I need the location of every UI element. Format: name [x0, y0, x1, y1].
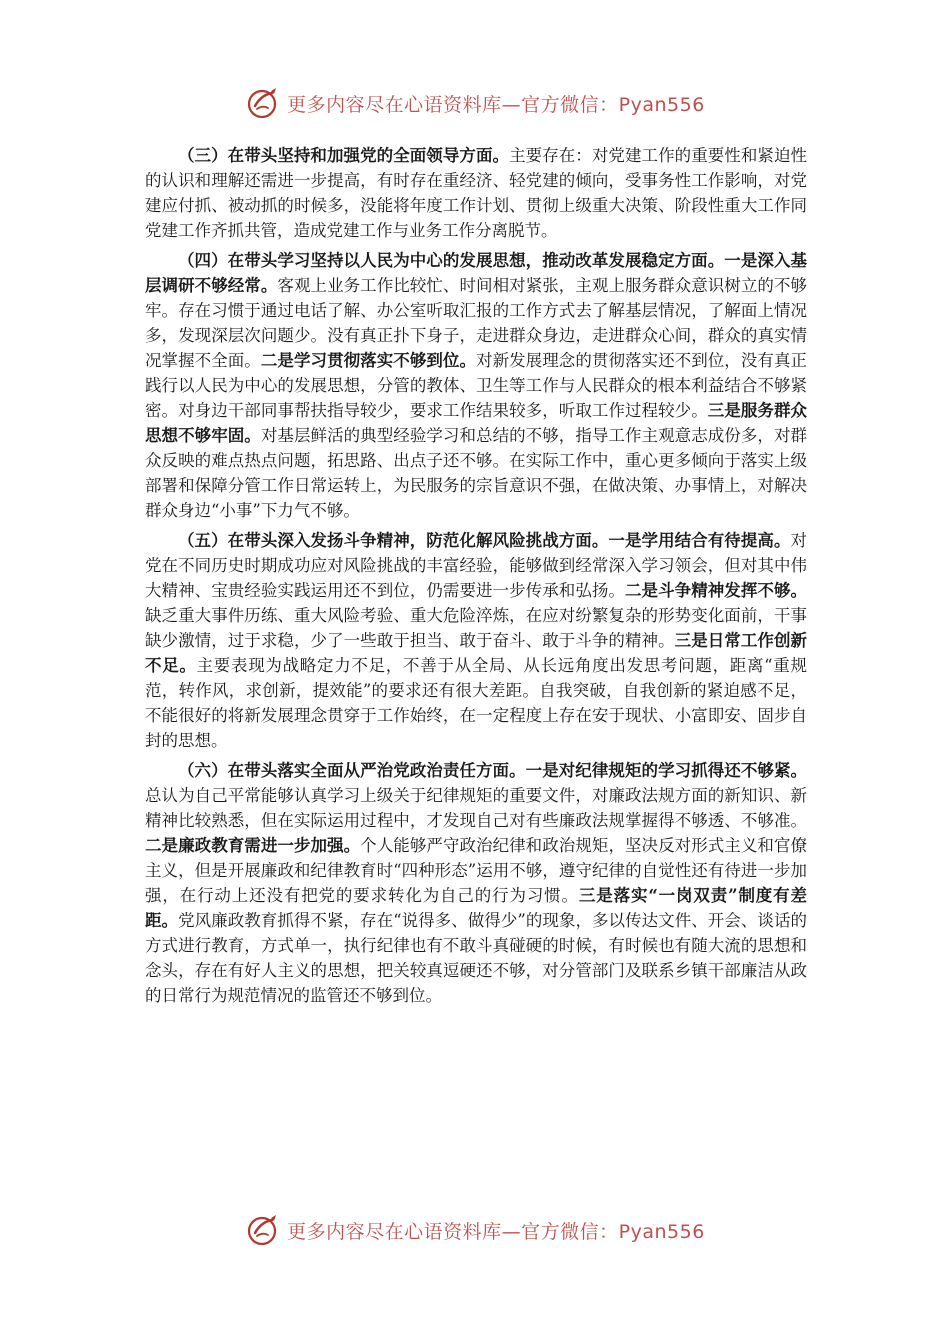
- paragraph-text: 对新发展理念的贯彻落实还不到位，没有真正践行以人民为中心的发展思想，分管的教体、卫生等工作与人民群众的根本利益结合不够紧密。对身边干部同事帮扶指导较少，要求工作结果较多，听取工作过程较少。: [145, 351, 808, 420]
- paragraph-subheading: 二是学习贯彻落实不够到位。: [260, 351, 477, 370]
- brand-logo-icon: [245, 85, 281, 121]
- document-body: [145, 143, 807, 1013]
- paragraph-heading: （三）在带头坚持和加强党的全面领导方面。: [178, 146, 510, 165]
- banner-text: 更多内容尽在心语资料库—官方微信：Pyan556: [287, 93, 705, 116]
- paragraph-text: 主要存在：对党建工作的重要性和紧迫性的认识和理解还需进一步提高，有时存在重经济、轻党建的倾向，受事务性工作影响，对党建应付抓、被动抓的时候多，没能将年度工作计划、贯彻上级重大决策、阶段性重大工作同党建工作齐抓共管，造成党建工作与业务工作分离脱节。: [145, 146, 808, 240]
- paragraph-text: 党风廉政教育抓得不紧，存在“说得多、做得少”的现象，多以传达文件、开会、谈话的方式进行教育，方式单一，执行纪律也有不敢斗真碰硬的时候，有时候也有随大流的思想和念头，存在有好人主义的思想，把关较真逗硬还不够，对分管部门及联系乡镇干部廉洁从政的日常行为规范情况的监管还不够到位。: [145, 911, 808, 1005]
- paragraph: [145, 143, 807, 243]
- paragraph-subheading: 三是落实“一岗双责”制度有差距。: [145, 886, 808, 930]
- paragraph-text: 主要表现为战略定力不足，不善于从全局、从长远角度出发思考问题，距离“重规范，转作风，求创新，提效能”的要求还有很大差距。自我突破，自我创新的紧迫感不足，不能很好的将新发展理念贯穿于工作始终，在一定程度上存在安于现状、小富即安、固步自封的思想。: [145, 656, 808, 750]
- paragraph-heading: （四）在带头学习坚持以人民为中心的发展思想，推动改革发展稳定方面。一是深入基层调研不够经常。: [145, 251, 807, 295]
- paragraph: [145, 758, 807, 1008]
- paragraph-subheading: 二是斗争精神发挥不够。: [625, 581, 808, 600]
- paragraph-heading: （五）在带头深入发扬斗争精神，防范化解风险挑战方面。一是学用结合有待提高。: [178, 531, 791, 550]
- paragraph-text: 缺乏重大事件历练、重大风险考验、重大危险淬炼，在应对纷繁复杂的形势变化面前，干事缺少激情，过于求稳，少了一些敢于担当、敢于奋斗、敢于斗争的精神。: [145, 606, 807, 650]
- paragraph-text: 个人能够严守政治纪律和政治规矩，坚决反对形式主义和官僚主义，但是开展廉政和纪律教育时“四种形态”运用不够，遵守纪律的自觉性还有待进一步加强，在行动上还没有把党的要求转化为自己的行为习惯。: [145, 836, 808, 905]
- paragraph-subheading: 三是日常工作创新不足。: [145, 631, 807, 675]
- paragraph-text: 对基层鲜活的典型经验学习和总结的不够，指导工作主观意志成份多，对群众反映的难点热点问题，拓思路、出点子还不够。在实际工作中，重心更多倾向于落实上级部署和保障分管工作日常运转上，为民服务的宗旨意识不强，在做决策、办事情上，对解决群众身边“小事”下力气不够。: [145, 426, 808, 520]
- paragraph-text: 对党在不同历史时期成功应对风险挑战的丰富经验，能够做到经常深入学习领会，但对其中伟大精神、宝贵经验实践运用还不到位，仍需要进一步传承和弘扬。: [145, 531, 807, 600]
- brand-logo-icon: [245, 1212, 281, 1248]
- paragraph: [145, 248, 807, 523]
- paragraph-text: 总认为自己平常能够认真学习上级关于纪律规矩的重要文件，对廉政法规方面的新知识、新精神比较熟悉，但在实际运用过程中，才发现自己对有些廉政法规掌握得不够透、不够准。: [145, 786, 807, 830]
- paragraph: [145, 528, 807, 753]
- footer-banner: [0, 1210, 950, 1250]
- paragraph-subheading: 三是服务群众思想不够牢固。: [145, 401, 808, 445]
- header-banner: [0, 83, 950, 123]
- paragraph-subheading: 二是廉政教育需进一步加强。: [145, 836, 361, 855]
- paragraph-text: 客观上业务工作比较忙、时间相对紧张，主观上服务群众意识树立的不够牢。存在习惯于通过电话了解、办公室听取汇报的工作方式去了解基层情况，了解面上情况多，发现深层次问题少。没有真正扑下身子，走进群众身边，走进群众心间，群众的真实情况掌握不全面。: [145, 276, 808, 370]
- banner-text: 更多内容尽在心语资料库—官方微信：Pyan556: [287, 1220, 705, 1243]
- paragraph-heading: （六）在带头落实全面从严治党政治责任方面。一是对纪律规矩的学习抓得还不够紧。: [178, 761, 807, 780]
